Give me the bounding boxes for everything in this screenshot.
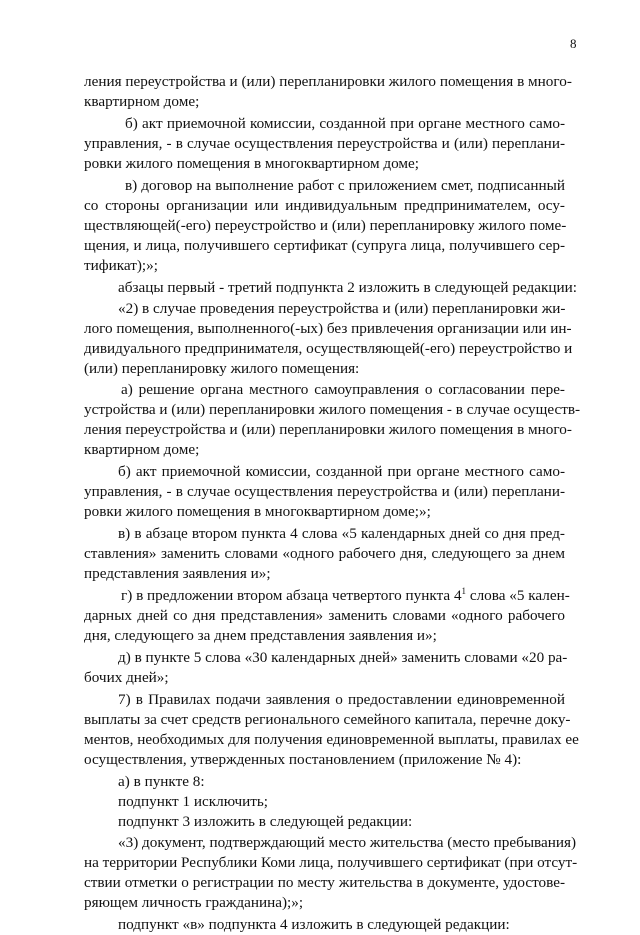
text-line: квартирном доме; <box>84 93 200 110</box>
text-line: ровки жилого помещения в многоквартирном доме; <box>84 155 419 172</box>
text-line: (или) перепланировку жилого помещения: <box>84 360 360 377</box>
text-line: б) акт приемочной комиссии, созданной при органе местного само- <box>118 463 565 480</box>
text-line: бочих дней»; <box>84 669 169 686</box>
text-line: на территории Республики Коми лица, получившего сертификат (при отсут- <box>84 854 578 871</box>
text-line: «2) в случае проведения переустройства и (или) перепланировки жи- <box>118 300 566 317</box>
text-line: д) в пункте 5 слова «30 календарных дней» заменить словами «20 ра- <box>118 649 568 666</box>
text-line <box>121 585 570 606</box>
text-line: ствии отметки о регистрации по месту жительства в документе, удостове- <box>84 874 565 891</box>
text-line: а) в пункте 8: <box>118 773 205 790</box>
text-line: 7) в Правилах подачи заявления о предоставлении единовременной <box>118 691 565 708</box>
text-line: квартирном доме; <box>84 441 200 458</box>
text-line: управления, - в случае осуществления переустройства и (или) переплани- <box>84 135 565 152</box>
text-line: ровки жилого помещения в многоквартирном доме;»; <box>84 503 431 520</box>
text-line: дня, следующего за днем представления заявления и»; <box>84 627 437 644</box>
text-span: слова «5 кален- <box>466 587 570 604</box>
text-line: тификат);»; <box>84 257 158 274</box>
text-line: «3) документ, подтверждающий место жительства (место пребывания) <box>118 834 577 851</box>
text-line: ряющем личность гражданина);»; <box>84 894 304 911</box>
text-line: представления заявления и»; <box>84 565 271 582</box>
text-line: дарных дней со дня представления» заменить словами «одного рабочего <box>84 607 565 624</box>
text-line: дивидуального предпринимателя, осуществляющей(-его) переустройство и <box>84 340 573 357</box>
text-line: управления, - в случае осуществления переустройства и (или) переплани- <box>84 483 565 500</box>
text-line: подпункт 3 изложить в следующей редакции: <box>118 813 413 830</box>
page-number: 8 <box>570 36 577 51</box>
text-line: щения, и лица, получившего сертификат (супруга лица, получившего сер- <box>84 237 565 254</box>
text-line: лого помещения, выполненного(-ых) без привлечения организации или ин- <box>84 320 572 337</box>
text-line: в) в абзаце втором пункта 4 слова «5 календарных дней со дня пред- <box>118 525 565 542</box>
text-line: ставления» заменить словами «одного рабочего дня, следующего за днем <box>84 545 565 562</box>
text-line: ментов, необходимых для получения единовременной выплаты, правилах ее <box>84 731 579 748</box>
superscript: 1 <box>461 585 467 596</box>
text-line: в) договор на выполнение работ с приложением смет, подписанный <box>125 177 565 194</box>
text-line: осуществления, утвержденных постановлением (приложение № 4): <box>84 751 522 768</box>
text-line: устройства и (или) перепланировки жилого помещения - в случае осуществ- <box>84 401 581 418</box>
text-line: выплаты за счет средств регионального семейного капитала, перечне доку- <box>84 711 571 728</box>
text-line: со стороны организации или индивидуальным предпринимателем, осу- <box>84 197 565 214</box>
text-line: подпункт «в» подпункта 4 изложить в следующей редакции: <box>118 916 510 933</box>
text-line: б) акт приемочной комиссии, созданной при органе местного само- <box>125 115 565 132</box>
text-line: ления переустройства и (или) перепланировки жилого помещения в много- <box>84 421 572 438</box>
text-line: абзацы первый - третий подпункта 2 изложить в следующей редакции: <box>118 279 577 296</box>
text-span: г) в предложении втором абзаца четвертого пункта 4 <box>121 587 462 604</box>
text-line: ществляющей(-его) переустройство и (или) перепланировку жилого поме- <box>84 217 567 234</box>
text-line: подпункт 1 исключить; <box>118 793 269 810</box>
text-line: а) решение органа местного самоуправления о согласовании пере- <box>121 381 565 398</box>
text-line: ления переустройства и (или) перепланировки жилого помещения в много- <box>84 73 572 90</box>
